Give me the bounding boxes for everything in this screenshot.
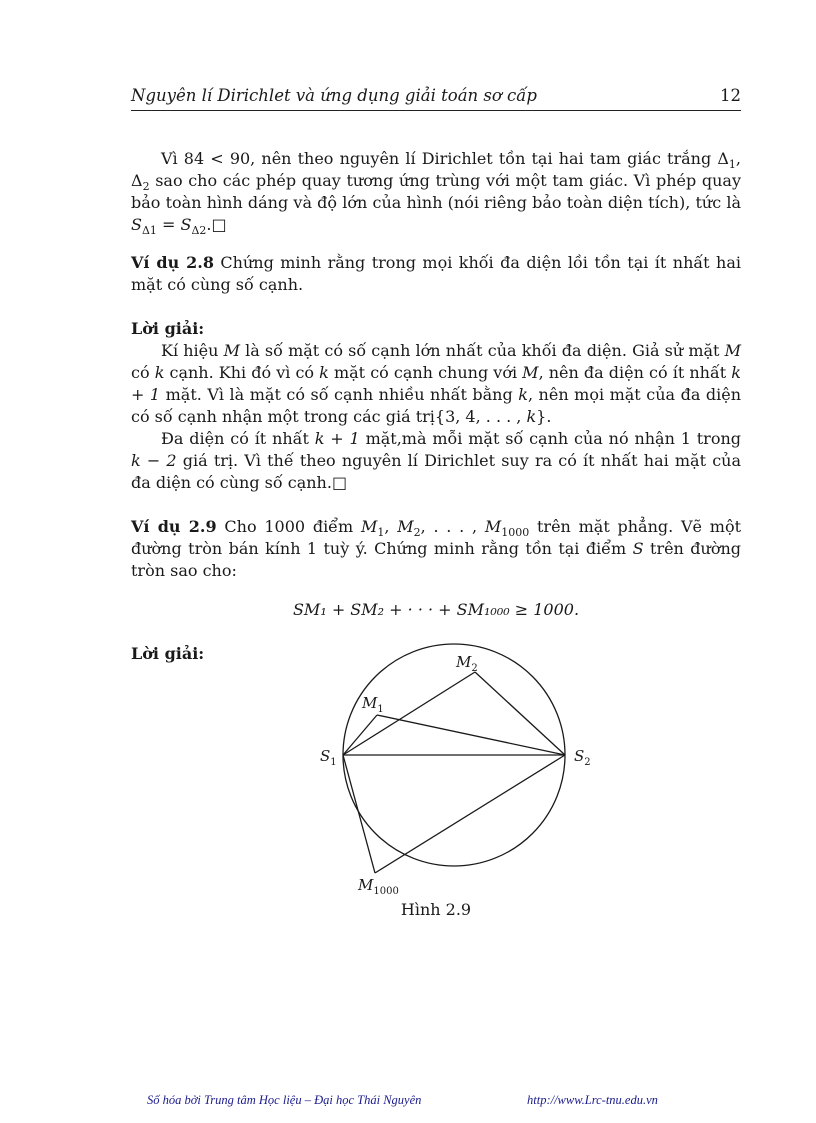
figure-2-9 — [300, 640, 620, 920]
label-m1: $M_1$ — [362, 694, 384, 715]
footer-credit: Số hóa bởi Trung tâm Học liệu – Đại học Thái Nguyên — [147, 1093, 422, 1107]
label-m2: $M_2$ — [456, 653, 478, 674]
solution-paragraph-2: Đa diện có ít nhất k + 1 mặt,mà mỗi mặt số cạnh của nó nhận 1 trong k − 2 giá trị. Vì thế theo nguyên lí Dirichlet suy ra có ít nhất hai mặt của đa diện có cùng số cạnh.□ — [131, 429, 742, 492]
example-label: Ví dụ 2.9 — [131, 517, 217, 536]
example-label: Ví dụ 2.8 — [131, 253, 214, 272]
page-number: 12 — [720, 86, 741, 105]
segment-m2-s2 — [475, 672, 565, 755]
label-s1: $S_1$ — [320, 747, 337, 768]
main-inequality: SM₁ + SM₂ + · · · + SM₁₀₀₀ ≥ 1000. — [292, 600, 580, 619]
solution-heading: Lời giải: — [131, 644, 205, 663]
header-title: Nguyên lí Dirichlet và ứng dụng giải toán sơ cấp — [131, 86, 537, 105]
label-m1000: $M_{1000}$ — [358, 876, 399, 897]
footer-url-link[interactable]: http://www.Lrc-tnu.edu.vn — [527, 1093, 658, 1107]
example-2-9: Ví dụ 2.9 Cho 1000 điểm $M_1$, $M_2$, . . . , $M_{1000}$ trên mặt phẳng. Vẽ một đường tròn bán kính 1 tuỳ ý. Chứng minh rằng tồn tại điểm S trên đường tròn sao cho: — [131, 517, 742, 580]
paragraph-conclusion-2-7: Vì 84 < 90, nên theo nguyên lí Dirichlet tồn tại hai tam giác trắng $\Delta_1$, $\Delta_2$ sao cho các phép quay tương ứng trùng với một tam giác. Vì phép quay bảo toàn hình dáng và độ lớn của hình (nói riêng bảo toàn diện tích), tức là $S_{\Delta 1}$ = $S_{\Delta 2}.□$ — [131, 149, 741, 238]
figure-caption: Hình 2.9 — [400, 900, 472, 919]
header-rule — [131, 110, 741, 111]
segment-s1-m1000 — [343, 755, 375, 873]
solution-heading: Lời giải: — [131, 319, 205, 338]
solution-paragraph-1: Kí hiệu M là số mặt có số cạnh lớn nhất của khối đa diện. Giả sử mặt M có k cạnh. Khi đó vì có k mặt có cạnh chung với M, nên đa diện có ít nhất k + 1 mặt. Vì là mặt có số cạnh nhiều nhất bằng k, nên mọi mặt của đa diện có số cạnh nhận một trong các giá trị{3, 4, . . . , k}. — [131, 341, 742, 426]
page-header — [131, 86, 741, 110]
page-body — [131, 148, 741, 665]
segment-s1-m2 — [343, 672, 475, 755]
segment-m1-s2 — [377, 715, 565, 755]
label-s2: $S_2$ — [574, 747, 591, 768]
example-2-8: Ví dụ 2.8 Chứng minh rằng trong mọi khối đa diện lồi tồn tại ít nhất hai mặt có cùng số cạnh. — [131, 253, 742, 294]
segment-m1000-s2 — [375, 755, 565, 873]
